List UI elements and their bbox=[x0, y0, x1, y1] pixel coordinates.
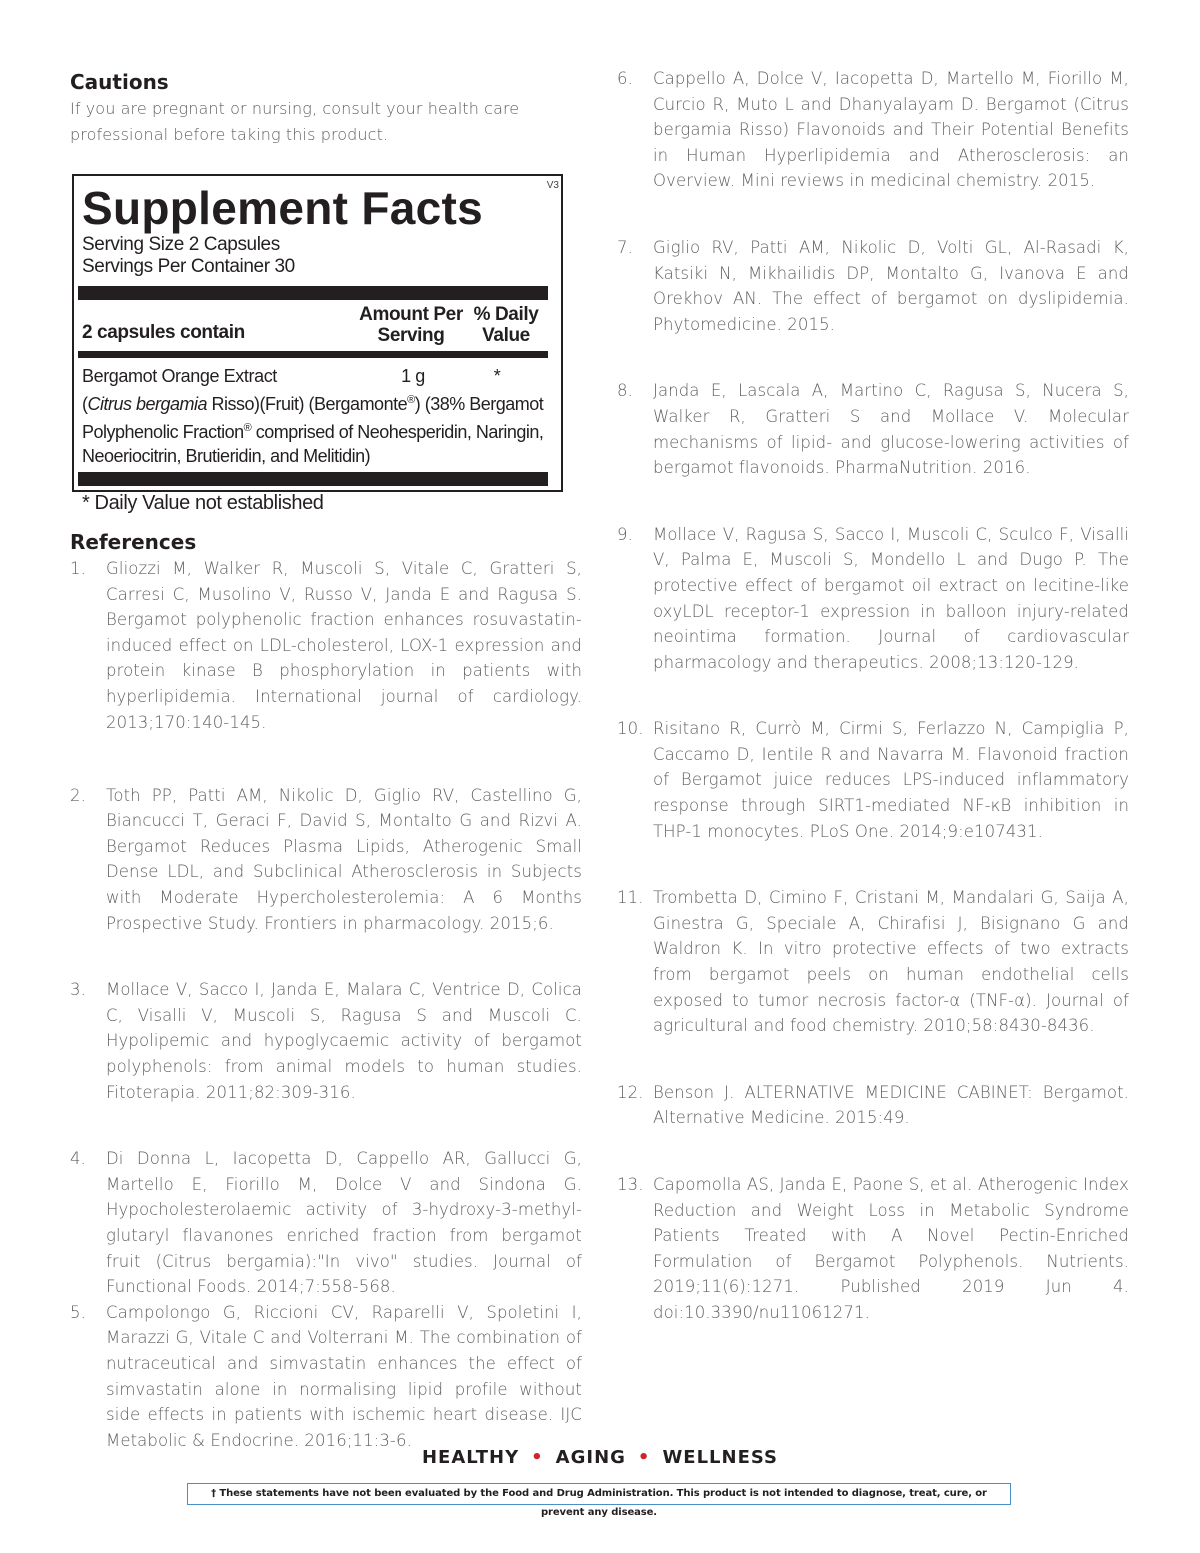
reference-item bbox=[70, 1300, 582, 1454]
reference-item bbox=[617, 885, 1129, 1039]
tagline-separator: • bbox=[637, 1447, 651, 1468]
reference-item bbox=[617, 378, 1129, 480]
desc-part1: Risso)(Fruit) (Bergamonte bbox=[207, 394, 408, 414]
header-amount-line1: Amount Per bbox=[359, 304, 463, 325]
reference-text: Campolongo G, Riccioni CV, Raparelli V, Spoletini I, Marazzi G, Vitale C and Volterrani M. The combination of nutraceutical and simvastatin enhances the effect of simvastatin alone in normalising lipid profile without side effects in patients with ischemic heart disease. IJC Metabolic & Endocrine. 2016;11:3-6. bbox=[106, 1302, 582, 1450]
footer-tagline bbox=[0, 1447, 1200, 1468]
reference-number: 13. bbox=[617, 1175, 644, 1194]
desc-part2: ) (38% Bergamot Polyphenolic Fraction bbox=[82, 394, 544, 442]
reference-number: 2. bbox=[70, 785, 86, 805]
ingredient-dv: * bbox=[493, 366, 501, 386]
reference-number: 6. bbox=[617, 69, 633, 88]
reference-number: 9. bbox=[617, 524, 633, 544]
fda-disclaimer: † These statements have not been evaluated by the Food and Drug Administration. This product is not intended to diagnose, treat, cure, or prevent any disease. bbox=[187, 1483, 1011, 1505]
ingredient-name: Bergamot Orange Extract bbox=[82, 366, 277, 386]
header-amount-line2: Serving bbox=[377, 325, 445, 346]
reference-number: 5. bbox=[70, 1302, 86, 1322]
reference-number: 3. bbox=[70, 980, 86, 1000]
facts-footnote: * Daily Value not established bbox=[82, 492, 324, 514]
reference-number: 7. bbox=[617, 237, 633, 257]
desc-part3: comprised of Neohesperidin, Naringin, Neoeriocitrin, Brutieridin, and Melitidin) bbox=[82, 422, 544, 466]
header-dv-line1: % Daily bbox=[473, 304, 539, 325]
desc-latin-name: Citrus bergamia bbox=[87, 394, 208, 414]
ingredient-row bbox=[82, 364, 556, 388]
reference-text: Cappello A, Dolce V, Iacopetta D, Martello M, Fiorillo M, Curcio R, Muto L and Dhanyalayam D. Bergamot (Citrus bergamia Risso) Flavonoids and Their Potential Benefits in Human Hyperlipidemia and Atherosclerosis: an Overview. Mini reviews in medicinal chemistry. 2015. bbox=[653, 69, 1129, 191]
facts-title: Supplement Facts bbox=[82, 182, 483, 234]
reference-item bbox=[617, 1080, 1129, 1131]
facts-divider-bottom bbox=[78, 472, 548, 486]
ingredient-description bbox=[82, 388, 556, 468]
serving-size: Serving Size 2 Capsules bbox=[82, 234, 280, 255]
reference-number: 11. bbox=[617, 888, 644, 908]
header-daily-value bbox=[466, 304, 546, 346]
facts-version: V3 bbox=[546, 180, 559, 191]
reference-text: Di Donna L, Iacopetta D, Cappello AR, Gallucci G, Martello E, Fiorillo M, Dolce V and Sindona G. Hypocholesterolaemic activity of 3-hydroxy-3-methyl-glutaryl flavanones enriched fraction from bergamot fruit (Citrus bergamia):"In vivo" studies. Journal of Functional Foods. 2014;7:558-568. bbox=[106, 1149, 582, 1297]
reference-text: Mollace V, Ragusa S, Sacco I, Muscoli C, Sculco F, Visalli V, Palma E, Muscoli S, Mondello L and Dugo P. The protective effect of bergamot oil extract on lecitine-like oxyLDL receptor-1 expression in balloon injury-related neointima formation. Journal of cardiovascular pharmacology and therapeutics. 2008;13:120-129. bbox=[653, 524, 1129, 672]
reference-item bbox=[617, 716, 1129, 844]
reference-item bbox=[617, 235, 1129, 337]
tagline-wellness: WELLNESS bbox=[662, 1447, 779, 1468]
reference-item bbox=[70, 977, 582, 1105]
reference-text: Giglio RV, Patti AM, Nikolic D, Volti GL, Al-Rasadi K, Katsiki N, Mikhailidis DP, Montalto G, Ivanova E and Orekhov AN. The effect of bergamot on dyslipidemia. Phytomedicine. 2015. bbox=[653, 237, 1129, 334]
cautions-title: Cautions bbox=[70, 70, 169, 94]
reference-text: Janda E, Lascala A, Martino C, Ragusa S, Nucera S, Walker R, Gratteri S and Mollace V. Molecular mechanisms of lipid- and glucose-lowering activities of bergamot flavonoids. PharmaNutrition. 2016. bbox=[653, 381, 1129, 478]
references-right-column bbox=[617, 66, 1129, 1326]
reference-number: 10. bbox=[617, 719, 644, 739]
cautions-text: If you are pregnant or nursing, consult your health care professional before taking this product. bbox=[70, 99, 520, 144]
cautions-section bbox=[70, 68, 582, 148]
reference-item bbox=[70, 1146, 582, 1300]
ingredient-amount: 1 g bbox=[401, 366, 425, 386]
reference-item bbox=[617, 1172, 1129, 1326]
facts-divider-medium bbox=[78, 351, 548, 358]
tagline-aging: AGING bbox=[555, 1447, 626, 1468]
servings-per-container: Servings Per Container 30 bbox=[82, 256, 295, 277]
header-dv-line2: Value bbox=[482, 325, 530, 346]
facts-divider-thick bbox=[78, 286, 548, 300]
references-left-column bbox=[70, 556, 582, 1453]
reference-number: 1. bbox=[70, 559, 86, 578]
reference-text: Trombetta D, Cimino F, Cristani M, Mandalari G, Saija A, Ginestra G, Speciale A, Chirafisi J, Bisignano G and Waldron K. In vitro protective effects of two extracts from bergamot peels on human endothelial cells exposed to tumor necrosis factor-α (TNF-α). Journal of agricultural and food chemistry. 2010;58:8430-8436. bbox=[653, 888, 1129, 1036]
registered-mark-2: ® bbox=[243, 422, 252, 434]
references-title: References bbox=[70, 530, 197, 554]
reference-text: Toth PP, Patti AM, Nikolic D, Giglio RV, Castellino G, Biancucci T, Geraci F, David S, Montalto G and Rizvi A. Bergamot Reduces Plasma Lipids, Atherogenic Small Dense LDL, and Subclinical Atherosclerosis in Subjects with Moderate Hypercholesterolemia: A 6 Months Prospective Study. Frontiers in pharmacology. 2015;6. bbox=[106, 785, 582, 933]
reference-number: 12. bbox=[617, 1082, 644, 1102]
reference-item bbox=[617, 66, 1129, 194]
reference-number: 4. bbox=[70, 1149, 86, 1169]
tagline-healthy: HEALTHY bbox=[421, 1447, 520, 1468]
desc-open: ( bbox=[82, 394, 88, 414]
registered-mark-1: ® bbox=[407, 394, 415, 406]
reference-text: Capomolla AS, Janda E, Paone S, et al. Atherogenic Index Reduction and Weight Loss in Metabolic Syndrome Patients Treated with A Novel Pectin-Enriched Formulation of Bergamot Polyphenols. Nutrients. 2019;11(6):1271. Published 2019 Jun 4. doi:10.3390/nu11061271. bbox=[653, 1175, 1129, 1322]
tagline-separator: • bbox=[531, 1447, 544, 1468]
facts-header-row bbox=[82, 300, 556, 346]
reference-text: Gliozzi M, Walker R, Muscoli S, Vitale C, Gratteri S, Carresi C, Musolino V, Russo V, Janda E and Ragusa S. Bergamot polyphenolic fraction enhances rosuvastatin-induced effect on LDL-cholesterol, LOX-1 expression and protein kinase B phosphorylation in patients with hyperlipidemia. International journal of cardiology. 2013;170:140-145. bbox=[106, 559, 582, 732]
reference-item bbox=[617, 522, 1129, 676]
reference-text: Risitano R, Currò M, Cirmi S, Ferlazzo N, Campiglia P, Caccamo D, Ientile R and Navarra M. Flavonoid fraction of Bergamot juice reduces LPS-induced inflammatory response through SIRT1-mediated NF-κB inhibition in THP-1 monocytes. PLoS One. 2014;9:e107431. bbox=[653, 719, 1129, 841]
supplement-facts-panel bbox=[72, 174, 563, 514]
reference-text: Mollace V, Sacco I, Janda E, Malara C, Ventrice D, Colica C, Visalli V, Muscoli S, Ragusa S and Muscoli C. Hypolipemic and hypoglycaemic activity of bergamot polyphenols: from animal models to human studies. Fitoterapia. 2011;82:309-316. bbox=[106, 980, 582, 1102]
reference-number: 8. bbox=[617, 381, 633, 401]
header-amount bbox=[356, 304, 466, 346]
reference-item bbox=[70, 783, 582, 937]
reference-item bbox=[70, 556, 582, 735]
reference-text: Benson J. ALTERNATIVE MEDICINE CABINET: Bergamot. Alternative Medicine. 2015:49. bbox=[653, 1082, 1129, 1128]
header-contain: 2 capsules contain bbox=[82, 322, 245, 343]
